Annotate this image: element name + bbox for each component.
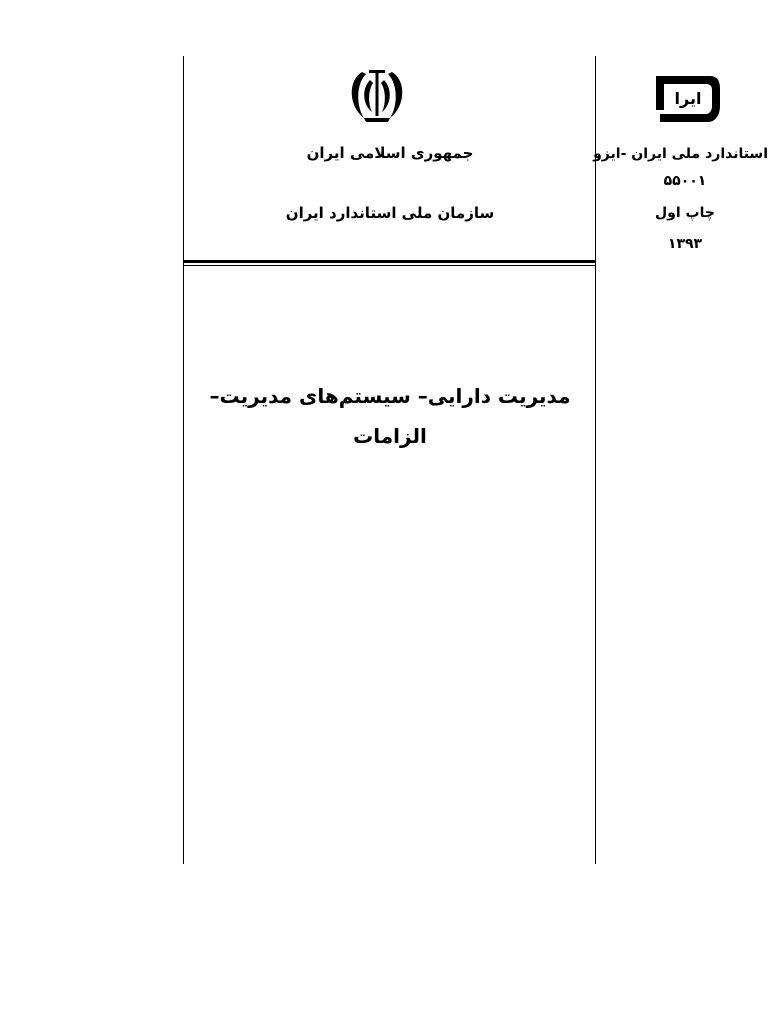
iran-emblem-icon xyxy=(344,66,410,124)
publication-year: ۱۳۹۳ xyxy=(667,236,703,252)
standard-number: ۵۵۰۰۱ xyxy=(663,173,707,189)
isiri-logo-icon xyxy=(652,70,724,128)
standard-label: استاندارد ملی ایران -ایزو xyxy=(593,146,768,162)
edition-label: چاپ اول xyxy=(655,205,715,221)
right-border-line xyxy=(595,56,596,864)
left-border-line xyxy=(183,56,184,864)
document-title-line2: الزامات xyxy=(353,424,427,448)
header-divider-thick xyxy=(183,260,596,263)
organization-name: سازمان ملی استاندارد ایران xyxy=(285,204,495,222)
logo-text: ایرا xyxy=(674,89,702,108)
country-name: جمهوری اسلامی ایران xyxy=(306,144,474,162)
header-divider-thin xyxy=(183,265,596,266)
document-title-line1: مدیریت دارایی– سیستم‌های مدیریت– xyxy=(209,384,571,408)
